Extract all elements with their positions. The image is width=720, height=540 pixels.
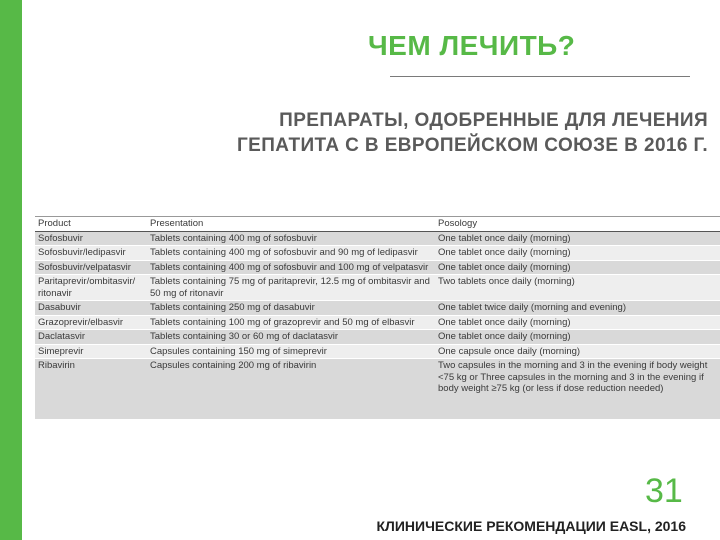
posology-cell: One tablet twice daily (morning and evening) <box>435 301 720 316</box>
left-accent-bar <box>0 0 22 540</box>
table-row <box>35 301 720 316</box>
product-cell: Simeprevir <box>35 344 147 359</box>
page-number: 31 <box>645 472 683 510</box>
posology-cell: Two capsules in the morning and 3 in the evening if body weight <75 kg or Three capsules in the morning and 3 in the evening if body weight ≥75 kg (or less if dose reduction needed) <box>435 359 720 420</box>
table-row <box>35 330 720 345</box>
posology-cell: One tablet once daily (morning) <box>435 246 720 261</box>
table-row <box>35 246 720 261</box>
presentation-cell: Tablets containing 100 mg of grazoprevir and 50 mg of elbasvir <box>147 315 435 330</box>
posology-cell: One tablet once daily (morning) <box>435 231 720 246</box>
slide-title: ЧЕМ ЛЕЧИТЬ? <box>368 30 576 61</box>
subtitle-line-2: ГЕПАТИТА С В ЕВРОПЕЙСКОМ СОЮЗЕ В 2016 Г. <box>236 135 708 156</box>
posology-cell: One tablet once daily (morning) <box>435 315 720 330</box>
product-cell: Paritaprevir/ombitasvir/ ritonavir <box>35 275 147 301</box>
posology-cell: One capsule once daily (morning) <box>435 344 720 359</box>
table-row <box>35 260 720 275</box>
column-header-product: Product <box>35 217 147 232</box>
table-row <box>35 359 720 420</box>
drug-table-container <box>35 216 720 420</box>
table-row <box>35 315 720 330</box>
subtitle-line-1: ПРЕПАРАТЫ, ОДОБРЕННЫЕ ДЛЯ ЛЕЧЕНИЯ <box>279 110 708 131</box>
presentation-cell: Capsules containing 150 mg of simeprevir <box>147 344 435 359</box>
product-cell: Dasabuvir <box>35 301 147 316</box>
posology-cell: Two tablets once daily (morning) <box>435 275 720 301</box>
posology-cell: One tablet once daily (morning) <box>435 330 720 345</box>
presentation-cell: Tablets containing 75 mg of paritaprevir, 12.5 mg of ombitasvir and 50 mg of ritonavir <box>147 275 435 301</box>
product-cell: Ribavirin <box>35 359 147 420</box>
product-cell: Sofosbuvir/velpatasvir <box>35 260 147 275</box>
table-row <box>35 231 720 246</box>
presentation-cell: Tablets containing 250 mg of dasabuvir <box>147 301 435 316</box>
product-cell: Sofosbuvir <box>35 231 147 246</box>
drug-table <box>35 216 720 420</box>
column-header-presentation: Presentation <box>147 217 435 232</box>
product-cell: Grazoprevir/elbasvir <box>35 315 147 330</box>
table-row <box>35 344 720 359</box>
table-row <box>35 275 720 301</box>
presentation-cell: Tablets containing 400 mg of sofosbuvir <box>147 231 435 246</box>
title-underline <box>390 76 690 77</box>
product-cell: Sofosbuvir/ledipasvir <box>35 246 147 261</box>
column-header-posology: Posology <box>435 217 720 232</box>
product-cell: Daclatasvir <box>35 330 147 345</box>
table-header-row <box>35 217 720 232</box>
presentation-cell: Tablets containing 30 or 60 mg of daclatasvir <box>147 330 435 345</box>
footer-citation: КЛИНИЧЕСКИЕ РЕКОМЕНДАЦИИ EASL, 2016 <box>376 518 686 534</box>
posology-cell: One tablet once daily (morning) <box>435 260 720 275</box>
presentation-cell: Tablets containing 400 mg of sofosbuvir and 90 mg of ledipasvir <box>147 246 435 261</box>
slide-subtitle <box>68 108 708 158</box>
presentation-cell: Capsules containing 200 mg of ribavirin <box>147 359 435 420</box>
presentation-cell: Tablets containing 400 mg of sofosbuvir and 100 mg of velpatasvir <box>147 260 435 275</box>
